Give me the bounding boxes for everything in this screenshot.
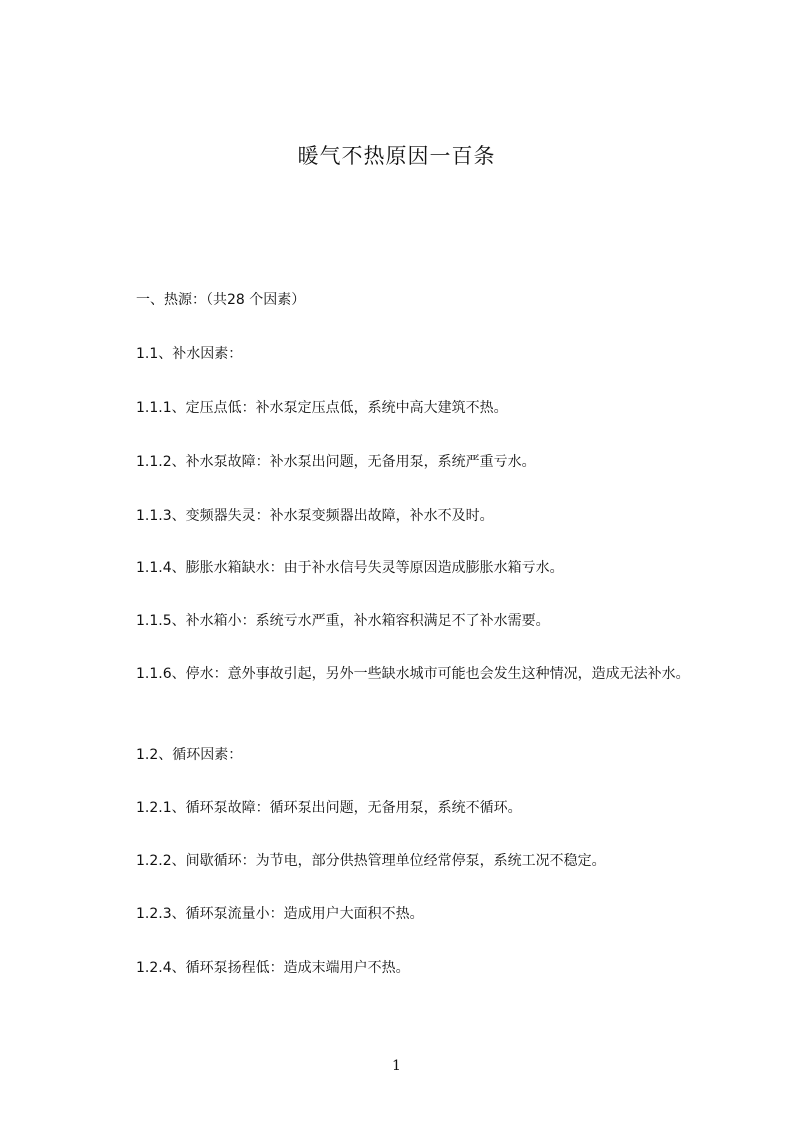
item-1-1-5: 1.1.5、补水箱小：系统亏水严重，补水箱容积满足不了补水需要。	[136, 613, 550, 629]
item-1-1-1: 1.1.1、定压点低：补水泵定压点低，系统中高大建筑不热。	[136, 400, 508, 416]
item-1-1-4: 1.1.4、膨胀水箱缺水：由于补水信号失灵等原因造成膨胀水箱亏水。	[136, 560, 564, 576]
item-1-2-2: 1.2.2、间歇循环：为节电，部分供热管理单位经常停泵，系统工况不稳定。	[136, 853, 606, 869]
item-1-1-3: 1.1.3、变频器失灵：补水泵变频器出故障，补水不及时。	[136, 508, 494, 524]
page-number: 1	[392, 1058, 401, 1074]
item-1-2-3: 1.2.3、循环泵流量小：造成用户大面积不热。	[136, 906, 424, 922]
document-title: 暖气不热原因一百条	[297, 144, 496, 168]
item-1-1-2: 1.1.2、补水泵故障：补水泵出问题，无备用泵，系统严重亏水。	[136, 454, 536, 470]
item-1-2-4: 1.2.4、循环泵扬程低：造成末端用户不热。	[136, 960, 410, 976]
subsection-heading-water-supply: 1.1、补水因素：	[136, 346, 243, 362]
subsection-heading-circulation: 1.2、循环因素：	[136, 747, 243, 763]
item-1-2-1: 1.2.1、循环泵故障：循环泵出问题，无备用泵，系统不循环。	[136, 800, 522, 816]
item-1-1-6: 1.1.6、停水：意外事故引起，另外一些缺水城市可能也会发生这种情况，造成无法补水。	[136, 666, 690, 682]
section-heading-heat-source: 一、热源：（共28 个因素）	[136, 292, 306, 308]
